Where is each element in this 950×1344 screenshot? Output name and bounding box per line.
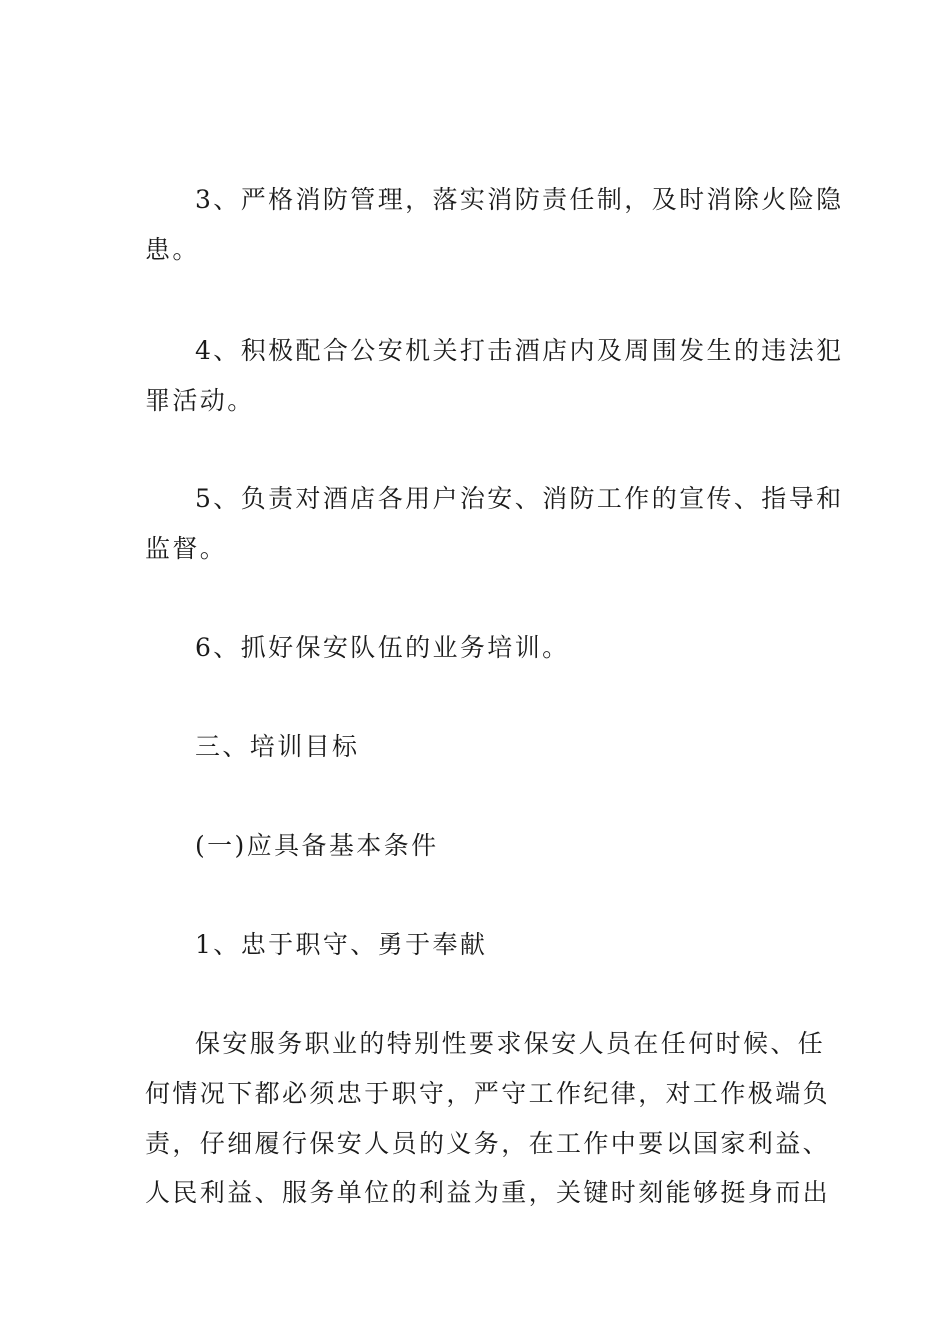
- paragraph-5-line-1: 5、负责对酒店各用户治安、消防工作的宣传、指导和: [195, 484, 844, 513]
- section-heading: 三、培训目标: [195, 732, 360, 761]
- paragraph-6: 6、抓好保安队伍的业务培训。: [195, 633, 570, 662]
- body-paragraph-line-3: 责，仔细履行保安人员的义务，在工作中要以国家利益、: [145, 1129, 831, 1158]
- body-paragraph-line-1: 保安服务职业的特别性要求保安人员在任何时候、任: [195, 1029, 826, 1058]
- subsection-heading: (一)应具备基本条件: [195, 831, 439, 860]
- body-paragraph-line-2: 何情况下都必须忠于职守，严守工作纪律，对工作极端负: [145, 1079, 831, 1108]
- paragraph-5-line-2: 监督。: [145, 534, 228, 563]
- paragraph-3-line-1: 3、严格消防管理，落实消防责任制，及时消除火险隐: [195, 185, 844, 214]
- paragraph-4-line-1: 4、积极配合公安机关打击酒店内及周围发生的违法犯: [195, 336, 844, 365]
- paragraph-4-line-2: 罪活动。: [145, 386, 255, 415]
- item-heading: 1、忠于职守、勇于奉献: [195, 930, 488, 959]
- paragraph-3-line-2: 患。: [145, 235, 200, 264]
- body-paragraph-line-4: 人民利益、服务单位的利益为重，关键时刻能够挺身而出: [145, 1178, 831, 1207]
